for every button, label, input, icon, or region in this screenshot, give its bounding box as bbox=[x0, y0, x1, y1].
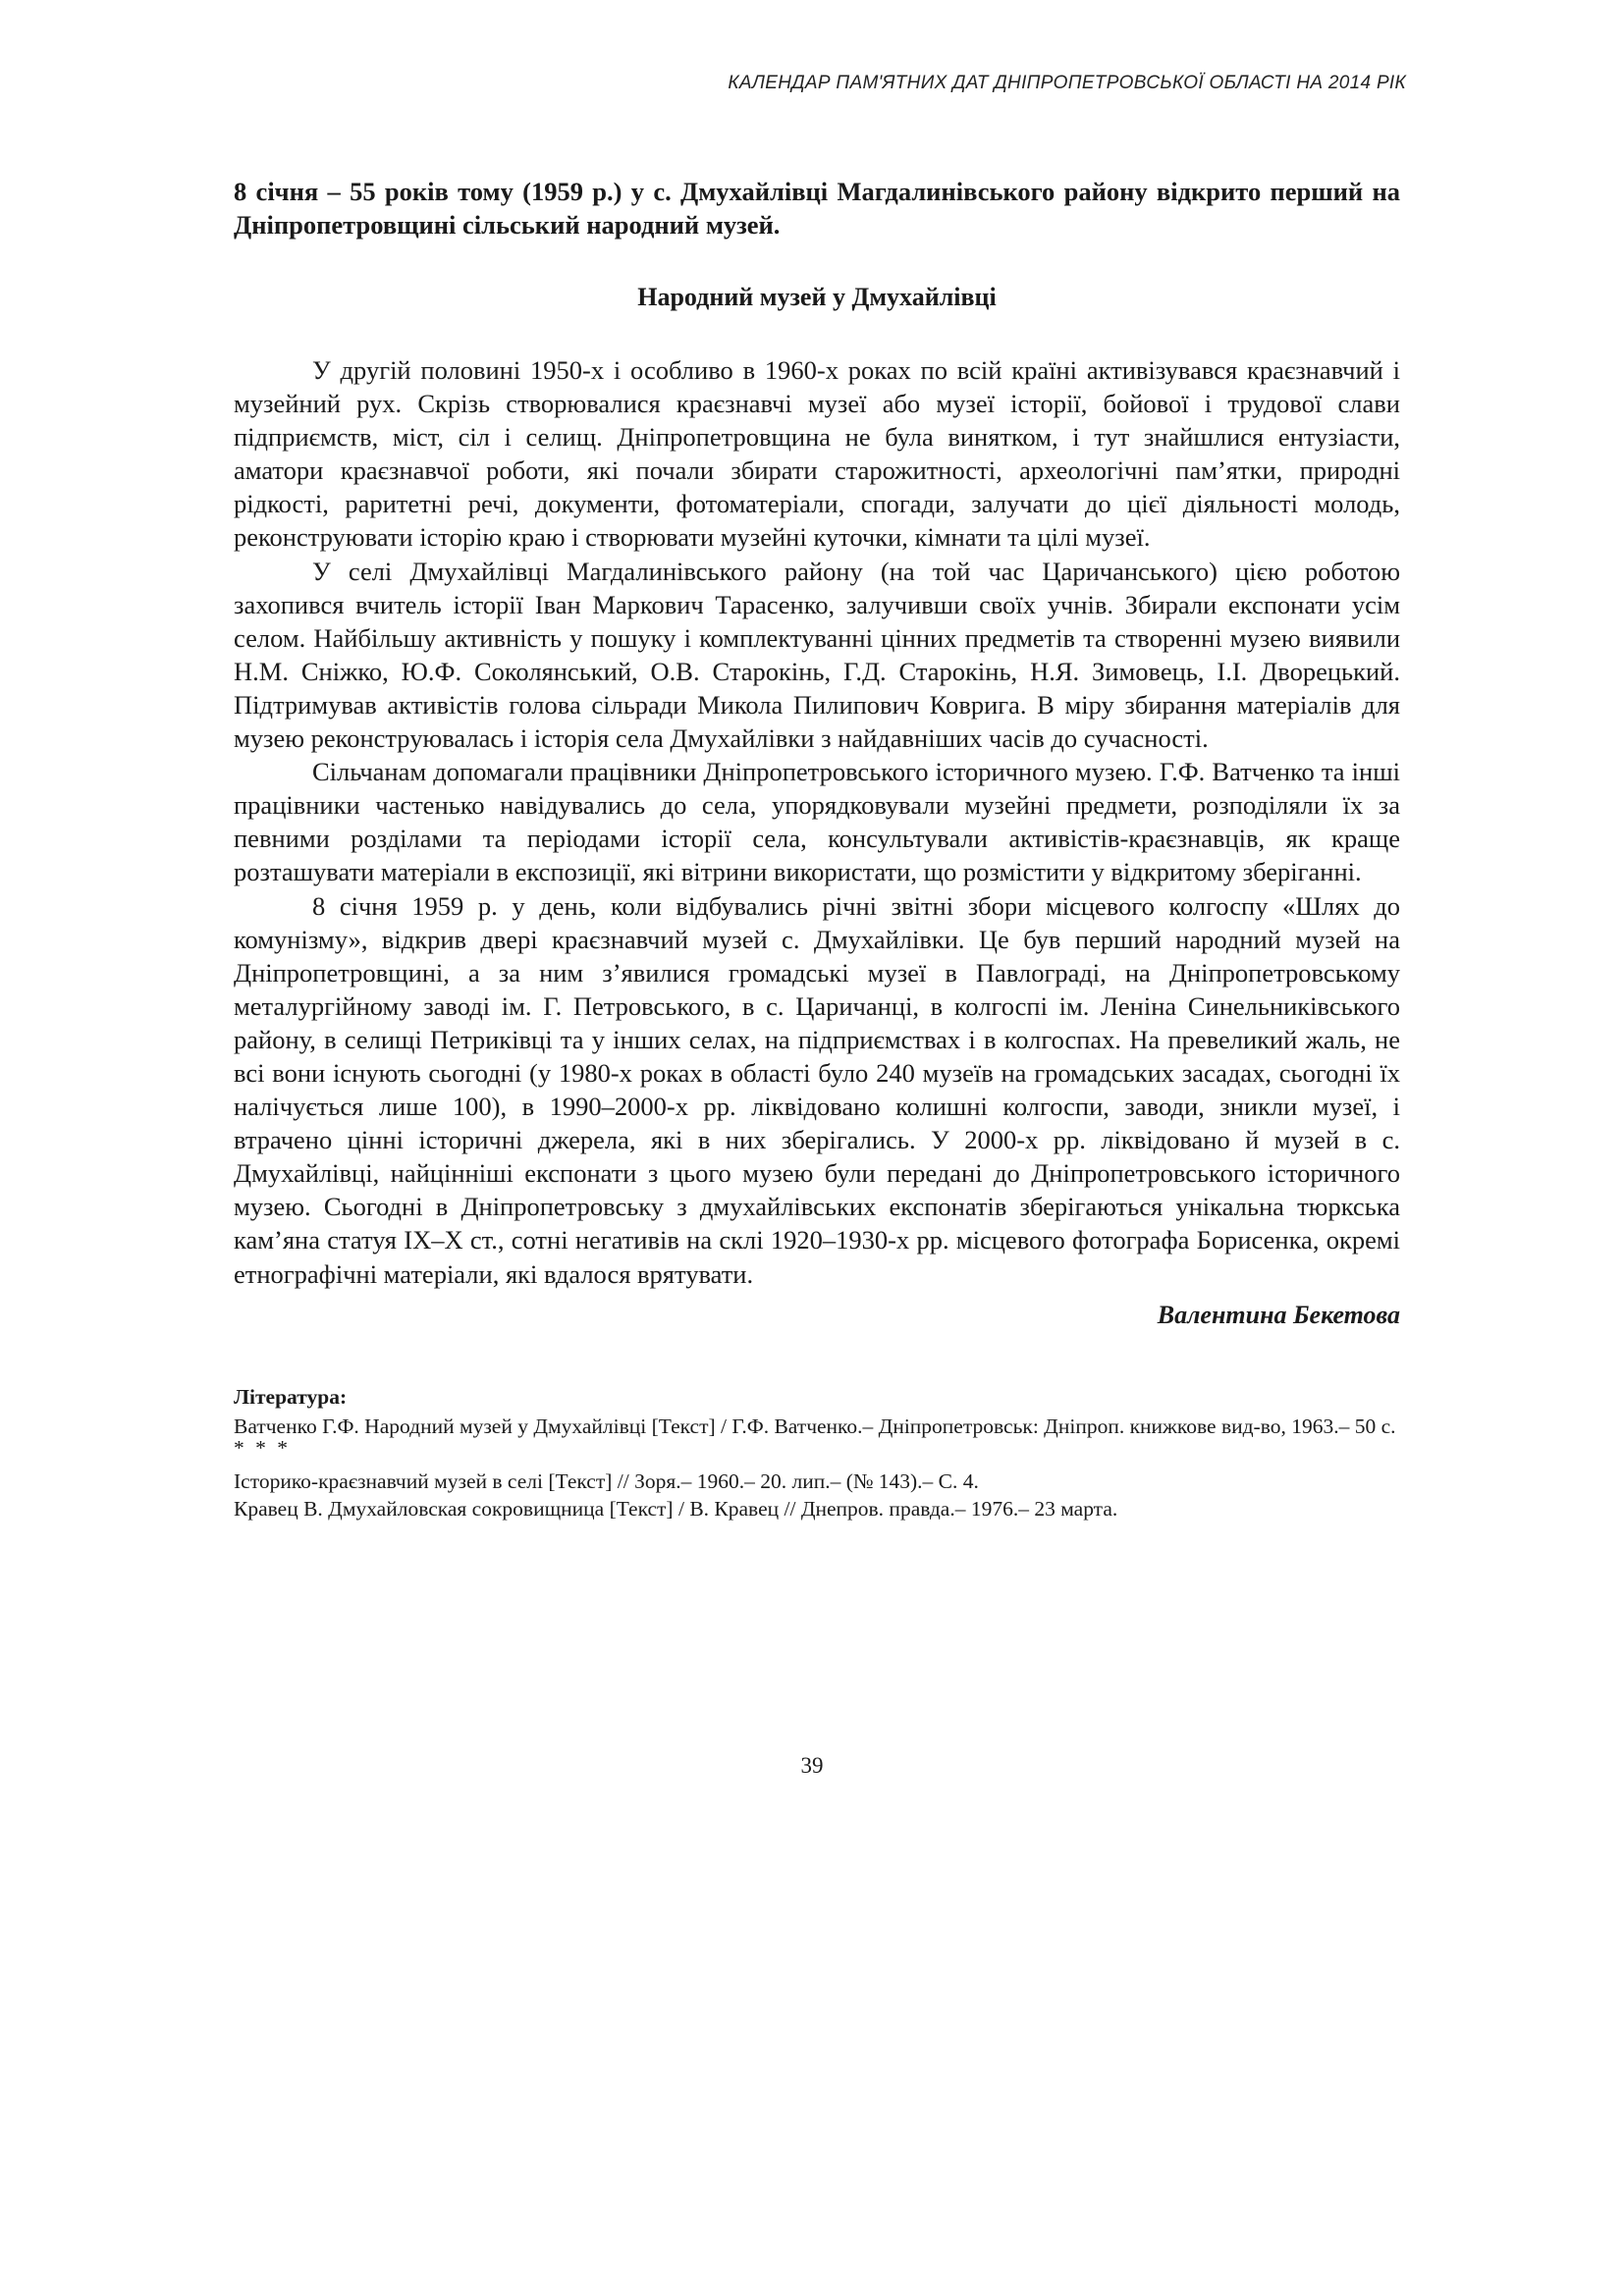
references-section bbox=[234, 1383, 1400, 1522]
reference-item: Історико-краєзнавчий музей в селі [Текст] // Зоря.– 1960.– 20. лип.– (№ 143).– С. 4. bbox=[234, 1468, 979, 1493]
paragraph: 8 січня 1959 р. у день, коли відбувались річні звітні збори місцевого колгоспу «Шлях до комунізму», відкрив двері краєзнавчий музей с. Дмухайлівки. Це був перший народний музей на Дніпропетровщині, а за ним з’явилися громадські музеї в Павлограді, на Дніпропетровському металургійному заводі ім. Г. Петровського, в с. Царичанці, в колгоспі ім. Леніна Синельниківського району, в селищі Петриківці та у інших селах, на підприємствах і в колгоспах. На превеликий жаль, не всі вони існують сьогодні (у 1980-х роках в області було 240 музеїв на громадських засадах, сьогодні їх налічується лише 100), в 1990–2000-х рр. ліквідовано колишні колгоспи, заводи, зникли музеї, і втрачено цінні історичні джерела, які в них зберігались. У 2000-х рр. ліквідовано й музей в с. Дмухайлівці, найцінніші експонати з цього музею були передані до Дніпропетровського історичного музею. Сьогодні в Дніпропетровську з дмухайлівських експонатів зберігаються унікальна тюркська кам’яна статуя IX–X ст., сотні негативів на склі 1920–1930-х рр. місцевого фотографа Борисенка, окремі етнографічні матеріали, які вдалося врятувати. bbox=[234, 890, 1400, 1289]
references-separator: * * * bbox=[234, 1435, 291, 1460]
running-header: КАЛЕНДАР ПАМ'ЯТНИХ ДАТ ДНІПРОПЕТРОВСЬКОЇ ОБЛАСТІ НА 2014 РІК bbox=[728, 73, 1406, 93]
reference-item: Кравец В. Дмухайловская сокровищница [Текст] / В. Кравец // Днепров. правда.– 1976.– 23 марта. bbox=[234, 1496, 1118, 1521]
author-signature: Валентина Бекетова bbox=[1157, 1300, 1400, 1329]
article-body bbox=[234, 353, 1400, 1291]
reference-item: Ватченко Г.Ф. Народний музей у Дмухайлівці [Текст] / Г.Ф. Ватченко.– Дніпропетровськ: Дніпроп. книжкове вид-во, 1963.– 50 с. bbox=[234, 1414, 1396, 1438]
paragraph: У другій половині 1950-х і особливо в 1960-х роках по всій країні активізувався краєзнавчий і музейний рух. Скрізь створювалися краєзнавчі музеї або музеї історії, бойової і трудової слави підприємств, міст, сіл і селищ. Дніпропетровщина не була винятком, і тут знайшлися ентузіасти, аматори краєзнавчої роботи, які почали збирати старожитності, археологічні пам’ятки, природні рідкості, раритетні речі, документи, фотоматеріали, спогади, залучати до цієї діяльності молодь, реконструювати історію краю і створювати музейні куточки, кімнати та цілі музеї. bbox=[234, 355, 1400, 553]
article-lead: 8 січня – 55 років тому (1959 р.) у с. Дмухайлівці Магдалинівського району відкрито перший на Дніпропетровщині сільський народний музей. bbox=[234, 177, 1400, 240]
article-content bbox=[234, 175, 1400, 1522]
paragraph: Сільчанам допомагали працівники Дніпропетровського історичного музею. Г.Ф. Ватченко та інші працівники частенько навідувались до села, упорядковували музейні предмети, розподіляли їх за певними розділами та періодами історії села, консультували активістів-краєзнавців, як краще розташувати матеріали в експозиції, які вітрини використати, що розмістити у відкритому зберіганні. bbox=[234, 757, 1400, 887]
references-heading: Література: bbox=[234, 1384, 348, 1409]
page-number: 39 bbox=[800, 1753, 824, 1778]
article-title: Народний музей у Дмухайлівці bbox=[637, 283, 997, 311]
paragraph: У селі Дмухайлівці Магдалинівського району (на той час Царичанського) цією роботою захопився вчитель історії Іван Маркович Тарасенко, залучивши своїх учнів. Збирали експонати усім селом. Найбільшу активність у пошуку і комплектуванні цінних предметів та створенні музею виявили Н.М. Сніжко, Ю.Ф. Соколянський, О.В. Старокінь, Г.Д. Старокінь, Н.Я. Зимовець, І.І. Дворецький. Підтримував активістів голова сільради Микола Пилипович Коврига. В міру збирання матеріалів для музею реконструювалась і історія села Дмухайлівки з найдавніших часів до сучасності. bbox=[234, 556, 1400, 754]
